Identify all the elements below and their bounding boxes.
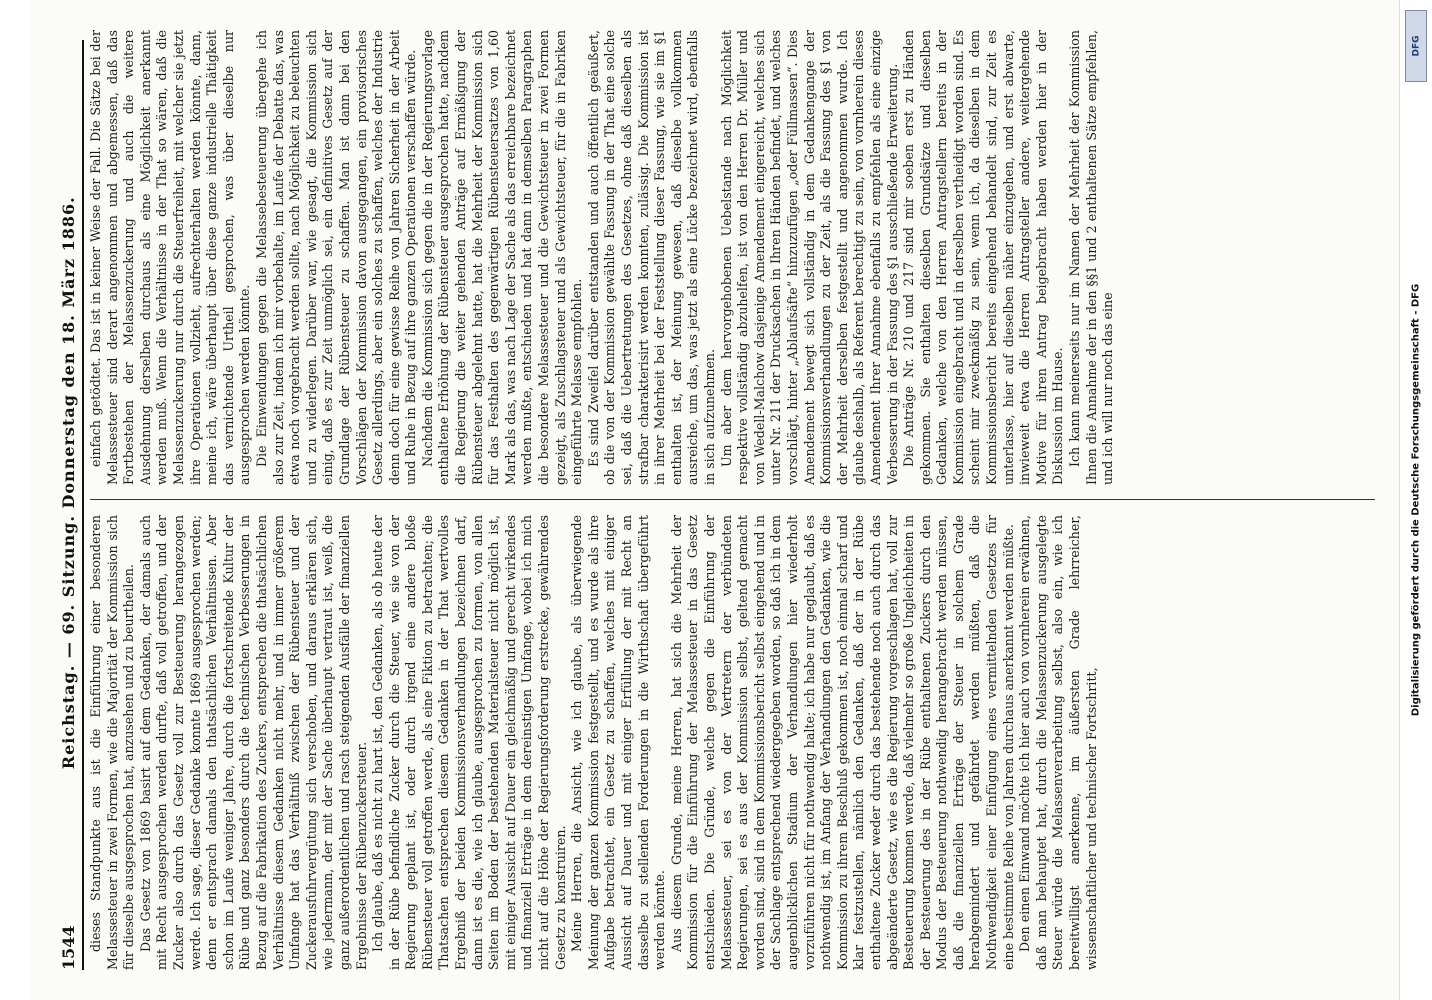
- header-title: Reichstag. — 69. Sitzung. Donnerstag den 18. März 1886.: [59, 196, 78, 770]
- running-header: [48, 40, 84, 970]
- paragraph: Es sind Zweifel darüber entstanden und auch öffentlich geäußert, ob die von der Kommission gewählte Fassung in der That eine solche sei, daß die Uebertretungen des Gesetzes, ohne daß dieselben als strafbar charakterisirt werden konnten, zulässig. Die Kommission ist in ihrer Mehrheit bei der Feststellung dieser Fassung, wie sie im §1 enthalten ist, der Meinung gewesen, daß dieselbe vollkommen ausreiche, um das, was jetzt als eine Lücke bezeichnet wird, ebenfalls in sich aufzunehmen.: [585, 30, 717, 485]
- page-number: 1544: [59, 925, 78, 970]
- paragraph: Ich kann meinerseits nur im Namen der Mehrheit der Kommission Ihnen die Annahme der in den §§1 und 2 enthaltenen Sätze empfehlen, und ich will nur noch das eine: [1067, 30, 1116, 485]
- paragraph: Die Einwendungen gegen die Melassebesteuerung übergehe ich also zur Zeit, indem ich mir vorbehalte, im Laufe der Debatte das, was etwa noch vorgebracht werden sollte, nach Möglichkeit zu beleuchten und zu widerlegen. Darüber war, wie gesagt, die Kommission sich einig, daß es zur Zeit unmöglich sei, ein definitives Gesetz auf der Grundlage der Rübensteuer zu schaffen. Man ist dann bei den Vorschlägen der Kommission davon ausgegangen, ein provisorisches Gesetz allerdings, aber ein solches zu schaffen, welches der Industrie denn doch für eine gewisse Reihe von Jahren Sicherheit in der Arbeit und Ruhe in Bezug auf ihre ganzen Operationen verschaffen würde.: [253, 30, 419, 485]
- paragraph: einfach getödtet. Das ist in keiner Weise der Fall. Die Sätze bei der Melassesteuer sind derart angenommen und abgemessen, daß das Fortbestehen der Melassenzuckerung und auch die weitere Ausdehnung derselben durchaus als eine Möglichkeit anerkannt werden muß. Wenn die Verhältnisse in der That so wären, daß die Melassenzuckerung nur durch die Steuerfreiheit, mit welcher sie jetzt ihre Operationen vollzieht, aufrechterhalten werden könnte, dann, meine ich, wäre überhaupt über diese ganze industrielle Thätigkeit das vernichtende Urtheil gesprochen, was über dieselbe nur ausgesprochen werden könnte.: [88, 30, 253, 485]
- column-divider: [90, 499, 1375, 500]
- paragraph: Den einen Einwand möchte ich hier auch von vornherein erwähnen, daß man behauptet hat, durch die Melassenzuckerung ausgelegte Steuer würde die Melassenverarbeitung selbst, also ein, wie ich bereitwilligst anerkenne, im äußersten Grade lehrreicher, wissenschaftlicher und technischer Fortschritt,: [1017, 515, 1099, 970]
- paragraph: Nachdem die Kommission sich gegen die in der Regierungsvorlage enthaltene Erhöhung der Rübensteuer ausgesprochen hatte, nachdem die Regierung die weiter gehenden Anträge auf Ermäßigung der Rübensteuer abgelehnt hatte, hat die Mehrheit der Kommission sich für das Festhalten des gegenwärtigen Rübensteuersatzes von 1,60 Mark als das, was nach Lage der Sache als das erreichbare bezeichnet werden mußte, entschieden und hat dann in demselben Paragraphen die besondere Melassesteuer und die Gewichtsteuer in zwei Formen gezeigt, als Zuschlagsteuer und als Gewichtsteuer, für die in Fabriken eingeführte Melasse empfohlen.: [419, 30, 585, 485]
- paragraph: dieses Standpunkte aus ist die Einführung einer besonderen Melassesteuer in zwei Formen, wie die Majorität der Kommission sich für dieselbe ausgesprochen hat, anzusehen und zu beurtheilen.: [88, 515, 137, 970]
- paragraph: Die Anträge Nr. 210 und 217 sind mir soeben erst zu Händen gekommen. Sie enthalten dieselben Grundsätze und dieselben Gedanken, welche von den Herren Antragstellern bereits in der Kommission eingebracht und in derselben vertheidigt worden sind. Es scheint mir zweckmäßig zu sein, wenn ich, da dieselben in dem Kommissionsbericht bereits eingehend behandelt sind, zur Zeit es unterlasse, hier auf dieselben näher einzugehen, und erst abwarte, inwieweit etwa die Herren Antragsteller andere, weitergehende Motive für ihren Antrag beigebracht haben werden hier in der Diskussion im Hause.: [901, 30, 1066, 485]
- right-column: [88, 30, 1380, 485]
- paragraph: Aus diesem Grunde, meine Herren, hat sich die Mehrheit der Kommission für die Einführung der Melassesteuer in das Gesetz entschieden. Die Gründe, welche gegen die Einführung der Melassesteuer, sei es von der Vertretern der verbündeten Regierungen, sei es aus der Kommission selbst, geltend gemacht worden sind, sind in dem Kommissionsbericht selbst eingehend und in der Sachlage entsprechend wiedergegeben worden, so daß ich in dem augenblicklichen Stadium der Verhandlungen hier wiederholt vorzuführen nicht für nothwendig halte; ich habe nur geglaubt, daß es nothwendig ist, im Anfang der Verhandlungen den Gedanken, wie die Kommission zu ihrem Beschluß gekommen ist, noch einmal scharf und klar festzustellen, nämlich den Gedanken, daß der in der Rübe enthaltene Zucker weder durch das bestehende noch auch durch das abgeänderte Gesetz, wie es die Regierung vorgeschlagen hat, voll zur Besteuerung kommen werde, daß vielmehr so große Ungleichheiten in der Besteuerung des in der Rübe enthaltenen Zuckers durch den Modus der Besteuerung nothwendig herangebracht werden müssen, daß die finanziellen Erträge der Steuer in solchem Grade herabgemindert und gefährdet werden müßten, daß die Nothwendigkeit einer Einfügung eines vermittelnden Gesetzes für eine bestimmte Reihe von Jahren durchaus anerkannt werden müßte.: [668, 515, 1016, 970]
- paragraph: Ich glaube, daß es nicht zu hart ist, den Gedanken, als ob heute der in der Rübe befindliche Zucker durch die Steuer, wie sie von der Regierung geplant ist, oder durch irgend eine andere bloße Rübensteuer voll getroffen werde, als eine Fiktion zu betrachten; die Thatsachen entsprechen diesem Gedanken in der That wertvolles Ergebniß der beiden Kommissionsverhandlungen bezeichnen darf, dann ist es die, wie ich glaube, ausgesprochen zu formen, von allen Seiten im Boden der bestehenden Materialsteuer nicht möglich ist, mit einiger Aussicht auf Dauer ein gleichmäßig und gerecht wirkendes und finanziell Erträge in dem dereinstigen Umfange, wobei ich mich nicht auf die Höhe der Regierungsforderung erstrecke, gewährendes Gesetz zu konstruiren.: [370, 515, 568, 970]
- dfg-logo-icon: DFG: [1405, 10, 1427, 82]
- paragraph: Um aber dem hervorgehobenen Uebelstande nach Möglichkeit respektive vollständig abzuhelfen, ist von den Herren Dr. Müller und von Wedell-Malchow dasjenige Amendement eingereicht, welches sich unter Nr. 211 der Drucksachen in Ihren Händen befindet, und welches vorschlägt, hinter „Ablaufsäfte“ hinzuzufügen „oder Füllmassen“. Dies Amendement bewegt sich vollständig in dem Gedankengange der Kommissionsverhandlungen zu der Zeit, als die Fassung des §1 von der Mehrheit derselben festgestellt und angenommen wurde. Ich glaube deshalb, als Referent berechtigt zu sein, von vornherein dieses Amendement Ihrer Annahme ebenfalls zu empfehlen als eine einzige Verbesserung in der Fassung des §1 ausschließende Erweiterung.: [718, 30, 900, 485]
- left-column: [88, 515, 1380, 970]
- newspaper-page: [30, 0, 1400, 1000]
- rotated-page: [30, 0, 1400, 1000]
- digitization-note: Digitalisierung gefördert durch die Deutsche Forschungsgemeinschaft - DFG: [1410, 283, 1422, 717]
- paragraph: Das Gesetz von 1869 basirt auf dem Gedanken, der damals auch mit Recht ausgesprochen werden durfte, daß voll getroffen, und der Zucker also durch das Gesetz voll zur Besteuerung herangezogen werde. Ich sage, dieser Gedanke konnte 1869 ausgesprochen werden; denn er entsprach damals den thatsächlichen Verhältnissen. Aber schon im Laufe weniger Jahre, durch die fortschreitende Kultur der Rübe und ganz besonders durch die technischen Verbesserungen in Bezug auf die Fabrikation des Zuckers, entsprechen die thatsächlichen Verhältnisse diesem Gedanken nicht mehr, und in immer größerem Umfange hat das Verhältniß zwischen der Rübensteuer und der Zuckerausfuhrvergütung sich verschoben, und daraus erklären sich, wie jedermann, der mit der Sache überhaupt vertraut ist, weiß, die ganz außerordentlichen und rasch steigenden Ausfälle der finanziellen Ergebnisse der Rübenzuckersteuer.: [137, 515, 369, 970]
- digitization-strip: [1399, 0, 1432, 1000]
- paragraph: Meine Herren, die Ansicht, wie ich glaube, als überwiegende Meinung der ganzen Kommission festgestellt, und es wurde als ihre Aufgabe betrachtet, ein Gesetz zu schaffen, welches mit einiger Aussicht auf Dauer und mit einiger Erfüllung der mit Recht an dasselbe zu stellenden Forderungen in die Wirthschaft übergeführt werden könnte.: [569, 515, 668, 970]
